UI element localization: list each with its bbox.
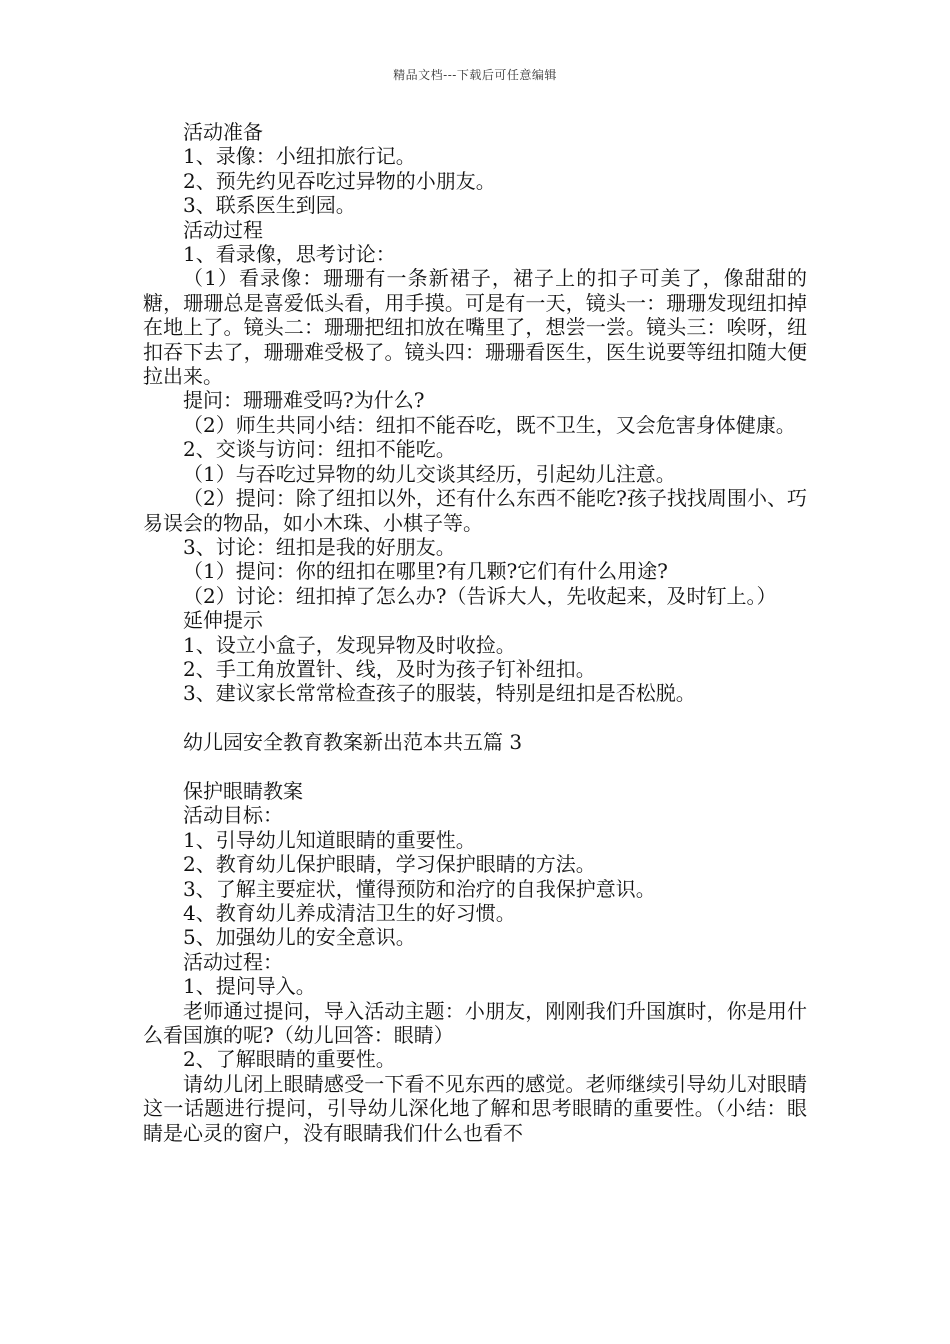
paragraph: 1、引导幼儿知道眼睛的重要性。 — [183, 827, 476, 852]
paragraph: 请幼儿闭上眼睛感受一下看不见东西的感觉。老师继续引导幼儿对眼睛这一话题进行提问，引导幼儿深化地了解和思考眼睛的重要性。（小结：眼睛是心灵的窗户，没有眼睛我们什么也看不 — [143, 1071, 807, 1145]
paragraph: 1、录像：小纽扣旅行记。 — [183, 144, 416, 169]
paragraph: 3、建议家长常常检查孩子的服装，特别是纽扣是否松脱。 — [183, 681, 696, 706]
paragraph: 1、看录像，思考讨论： — [183, 242, 396, 267]
paragraph: 1、提问导入。 — [183, 974, 316, 999]
paragraph: 4、教育幼儿养成清洁卫生的好习惯。 — [183, 900, 516, 925]
spacer — [143, 706, 807, 730]
document-body — [143, 120, 807, 1145]
paragraph: 保护眼睛教案 — [183, 778, 303, 803]
paragraph: 5、加强幼儿的安全意识。 — [183, 925, 416, 950]
paragraph: 活动过程 — [183, 217, 263, 242]
paragraph: 2、了解眼睛的重要性。 — [183, 1047, 396, 1072]
paragraph: （2）提问：除了纽扣以外，还有什么东西不能吃?孩子找找周围小、巧易误会的物品，如小木珠、小棋子等。 — [143, 486, 807, 535]
paragraph: （1）与吞吃过异物的幼儿交谈其经历，引起幼儿注意。 — [183, 461, 676, 486]
paragraph: （1）提问：你的纽扣在哪里?有几颗?它们有什么用途? — [183, 559, 668, 584]
paragraph: 活动准备 — [183, 120, 263, 144]
paragraph: （2）师生共同小结：纽扣不能吞吃，既不卫生，又会危害身体健康。 — [183, 412, 796, 437]
section-protect-eyes — [143, 779, 807, 1145]
paragraph: 老师通过提问，导入活动主题：小朋友，刚刚我们升国旗时，你是用什么看国旗的呢?（幼儿回答：眼睛） — [143, 998, 807, 1047]
paragraph: 提问：珊珊难受吗?为什么? — [183, 388, 425, 413]
paragraph: 3、讨论：纽扣是我的好朋友。 — [183, 534, 456, 559]
section-title: 幼儿园安全教育教案新出范本共五篇 3 — [183, 730, 523, 755]
spacer — [143, 755, 807, 779]
paragraph: 延伸提示 — [183, 608, 263, 633]
paragraph: 2、预先约见吞吃过异物的小朋友。 — [183, 168, 496, 193]
paragraph: 3、联系医生到园。 — [183, 193, 356, 218]
paragraph: （2）讨论：纽扣掉了怎么办?（告诉大人，先收起来，及时钉上。） — [183, 583, 777, 608]
paragraph: 2、交谈与访问：纽扣不能吃。 — [183, 437, 456, 462]
paragraph: （1）看录像：珊珊有一条新裙子，裙子上的扣子可美了，像甜甜的糖，珊珊总是喜爱低头看，用手摸。可是有一天，镜头一：珊珊发现纽扣掉在地上了。镜头二：珊珊把纽扣放在嘴里了，想尝一尝。镜头三：唉呀，纽扣吞下去了，珊珊难受极了。镜头四：珊珊看医生，医生说要等纽扣随大便拉出来。 — [143, 266, 807, 389]
paragraph: 活动目标： — [183, 803, 283, 828]
page-header: 精品文档---下载后可任意编辑 — [393, 68, 557, 82]
paragraph: 3、了解主要症状，懂得预防和治疗的自我保护意识。 — [183, 876, 656, 901]
paragraph: 活动过程： — [183, 949, 283, 974]
section-activity-prep — [143, 120, 807, 706]
paragraph: 2、手工角放置针、线，及时为孩子钉补纽扣。 — [183, 656, 596, 681]
paragraph: 2、教育幼儿保护眼睛，学习保护眼睛的方法。 — [183, 852, 596, 877]
paragraph: 1、设立小盒子，发现异物及时收捡。 — [183, 632, 516, 657]
